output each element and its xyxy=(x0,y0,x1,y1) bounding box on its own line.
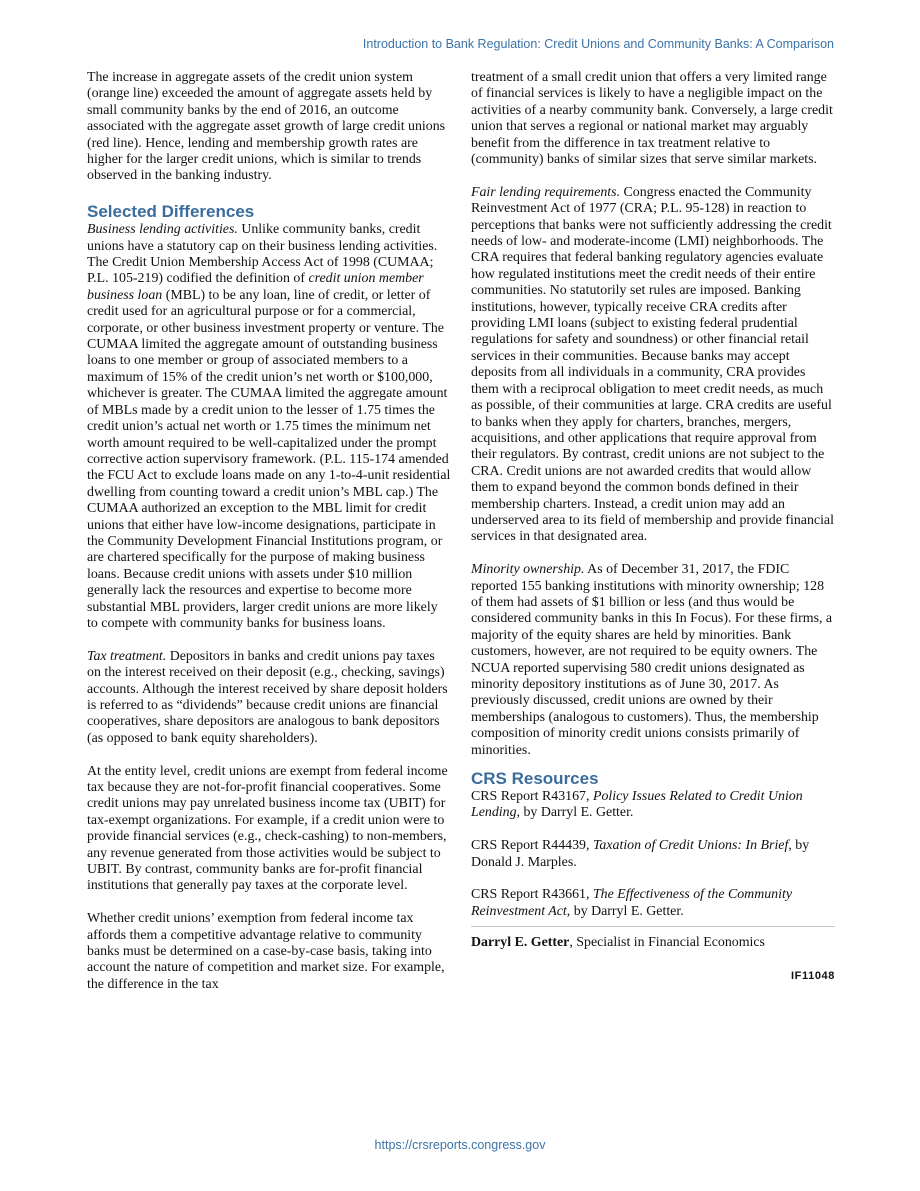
running-header: Introduction to Bank Regulation: Credit Unions and Community Banks: A Comparison xyxy=(362,37,834,51)
resource-title: The Effectiveness of the Community Reinvestment Act xyxy=(471,887,793,919)
right-column xyxy=(471,70,835,984)
section-heading-selected-differences: Selected Differences xyxy=(87,202,255,222)
tax-treatment-paragraph: Tax treatment. Depositors in banks and credit unions pay taxes on the interest received on their deposit (e.g., checking, savings) accounts. Although the interest received by share deposit holders is referred to as “dividends” because credit unions are financial cooperatives, share depositors are analogous to bank depositors (as opposed to bank equity shareholders). xyxy=(87,648,448,746)
minority-ownership-lead: Minority ownership. xyxy=(471,562,585,578)
entity-level-paragraph: At the entity level, credit unions are exempt from federal income tax because they are not-for-profit financial cooperatives. Some credit unions may pay unrelated business income tax (UBIT) for tax-exempt organizations. For example, if a credit union were to provide financial services (e.g., check-cashing) to non-members, any revenue generated from those activities would be subject to UBIT. By contrast, community banks are for-profit financial institutions that generally pay taxes at the corporate level. xyxy=(87,763,448,894)
continuation-paragraph: treatment of a small credit union that offers a very limited range of financial services is likely to have a negligible impact on the activities of a nearby community bank. Conversely, a large credit union that serves a regional or national market may arguably benefit from the difference in tax treatment relative to (community) banks of similar sizes that serve similar markets. xyxy=(471,70,833,168)
fair-lending-lead: Fair lending requirements. xyxy=(471,184,621,200)
document-id: IF11048 xyxy=(791,970,835,983)
mbl-term: credit union member business loan xyxy=(87,271,424,303)
business-lending-paragraph: Business lending activities. Unlike community banks, credit unions have a statutory cap on their business lending activities. The Credit Union Membership Access Act of 1998 (CUMAA; P.L. 105-219) codified the definition of credit union member business loan (MBL) to be any loan, line of credit, or letter of credit used for an agricultural purpose or for a commercial, corporate, or other business investment property or venture. The CUMAA limited the aggregate amount of outstanding business loans to one member or group of associated members to a maximum of 15% of the credit union’s net worth or $100,000, whichever is greater. The CUMAA limited the aggregate amount of MBLs made by a credit union to the lesser of 1.75 times the credit union’s actual net worth or 1.75 times the minimum net worth amount required to be well-capitalized under the prompt corrective action supervisory framework. (P.L. 115-174 amended the FCU Act to exclude loans made on any 1-to-4-unit residential dwelling from counting toward a credit union’s MBL cap.) The CUMAA authorized an exception to the MBL limit for credit unions that either have low-income designations, participate in the Community Development Financial Institutions program, or are chartered specifically for the purpose of making business loans. Because credit unions with assets under $10 million generally lack the resources and expertise to become more substantial MBL providers, larger credit unions are more likely to compete with community banks for business loans. xyxy=(87,222,451,631)
fair-lending-paragraph: Fair lending requirements. Congress enacted the Community Reinvestment Act of 1977 (CRA; P.L. 95-128) in reaction to perceptions that banks were not sufficiently addressing the credit needs of low- and moderate-income (LMI) neighborhoods. The CRA requires that federal banking regulatory agencies evaluate how regulated institutions meet the credit needs of their entire communities. No statutorily set rules are imposed. Banking institutions, however, typically receive CRA credits after providing LMI loans (subject to existing federal prudential regulations for safety and soundness) or other financial retail services in their communities. Because banks may accept deposits from all individuals in a community, CRA provides them with a reciprocal obligation to meet credit needs, as much as possible, of their communities at large. CRA credits are useful to banks when they apply for charters, branches, mergers, acquisitions, and other applications that require approval from their regulators. By contrast, credit unions are not subject to the CRA. Credit unions are not awarded credits that would allow them to expand beyond the common bonds defined in their membership charters. Instead, a credit union may add an underserved area to its field of membership and provide financial services in that designated area. xyxy=(471,184,834,545)
resource-item: CRS Report R43661, The Effectiveness of the Community Reinvestment Act, by Darryl E. Getter. xyxy=(471,887,793,919)
intro-paragraph: The increase in aggregate assets of the credit union system (orange line) exceeded the amount of aggregate assets held by small community banks by the end of 2016, an outcome associated with the aggregate asset growth of large credit unions (red line). Hence, lending and membership growth rates are higher for the larger credit unions, which is similar to trends observed in the banking industry. xyxy=(87,70,446,184)
author-title: , Specialist in Financial Economics xyxy=(569,935,765,951)
footer-url[interactable]: https://crsreports.congress.gov xyxy=(374,1138,546,1152)
resource-item: CRS Report R44439, Taxation of Credit Unions: In Brief, by Donald J. Marples. xyxy=(471,838,810,870)
section-heading-crs-resources: CRS Resources xyxy=(471,769,599,789)
exemption-paragraph: Whether credit unions’ exemption from federal income tax affords them a competitive advantage relative to community banks must be determined on a case-by-case basis, taking into account the nature of competition and market size. For example, the difference in the tax xyxy=(87,911,445,992)
tax-treatment-lead: Tax treatment. xyxy=(87,648,167,664)
resource-title: Policy Issues Related to Credit Union Lending xyxy=(471,789,803,821)
author-name: Darryl E. Getter xyxy=(471,935,570,951)
author-byline xyxy=(471,935,835,951)
minority-ownership-paragraph: Minority ownership. As of December 31, 2017, the FDIC reported 155 banking institutions with minority ownership; 128 of them had assets of $1 billion or less (and thus would be considered community banks in this In Focus). For these firms, a majority of the equity shares are held by minorities. Bank customers, however, are not required to be equity owners. The NCUA reported supervising 580 credit unions designated as minority depository institutions as of June 30, 2017. As previously discussed, credit unions are owned by their memberships (analogous to customers). Thus, the membership composition of minority credit unions consists primarily of minorities. xyxy=(471,562,833,758)
resource-title: Taxation of Credit Unions: In Brief xyxy=(592,838,789,854)
resource-item: CRS Report R43167, Policy Issues Related to Credit Union Lending, by Darryl E. Getter. xyxy=(471,789,803,821)
business-lending-lead: Business lending activities. xyxy=(87,222,238,238)
left-column xyxy=(87,70,451,1010)
author-divider xyxy=(471,926,835,927)
